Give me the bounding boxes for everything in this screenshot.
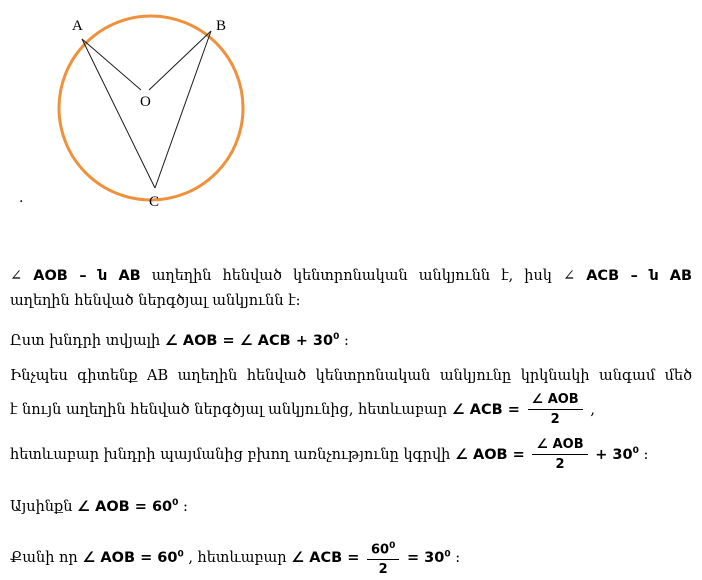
- fraction-aob-over-2-b: $\frac{\text{∠ AOB}}{2}$: [532, 437, 587, 473]
- line-2: աղեղին հենված ներգծյալ անկյունն է:: [10, 293, 301, 309]
- line-8: Քանի որ ∠ AOB = $60^0$ , հետևաբար ∠ ACB = $\frac{60^0}{2}$ = $30^0$ :: [10, 538, 692, 578]
- fraction-60-over-2: $\frac{60^0}{2}$: [367, 538, 399, 578]
- stray-dot: .: [19, 190, 24, 206]
- segment-bc: [155, 31, 211, 188]
- line-3: Ըստ խնդրի տվյալի ∠ AOB = ∠ ACB + $30^0$ :: [10, 332, 349, 349]
- label-c: C: [149, 194, 160, 210]
- line-5: է նույն աղեղին հենված ներգծյալ անկյունից, հետևաբար ∠ ACB = $\frac{\text{∠ AOB}}{2}$ ,: [10, 392, 595, 427]
- line-6: հետևաբար խնդրի պայմանից բխող առնչությունը կգրվի ∠ AOB = $\frac{\text{∠ AOB}}{2}$ + $30^0$ :: [10, 437, 649, 472]
- line-1: ∠ AOB – ն AB աղեղին հենված կենտրոնական անկյունն է, իսկ ∠ ACB – ն AB: [10, 268, 693, 284]
- label-o: O: [140, 94, 151, 110]
- segment-bo: [149, 31, 211, 90]
- segment-ac: [82, 39, 155, 188]
- label-b: B: [216, 18, 227, 34]
- segment-ao: [82, 39, 141, 90]
- line-7: Այսինքն ∠ AOB = $60^0$ :: [10, 498, 188, 515]
- label-a: A: [72, 18, 83, 34]
- circle-diagram: [0, 0, 260, 215]
- line-4: Ինչպես գիտենք AB աղեղին հենված կենտրոնական անկյունը կրկնակի անգամ մեծ: [10, 368, 692, 384]
- fraction-aob-over-2: $\frac{\text{∠ AOB}}{2}$: [528, 392, 583, 428]
